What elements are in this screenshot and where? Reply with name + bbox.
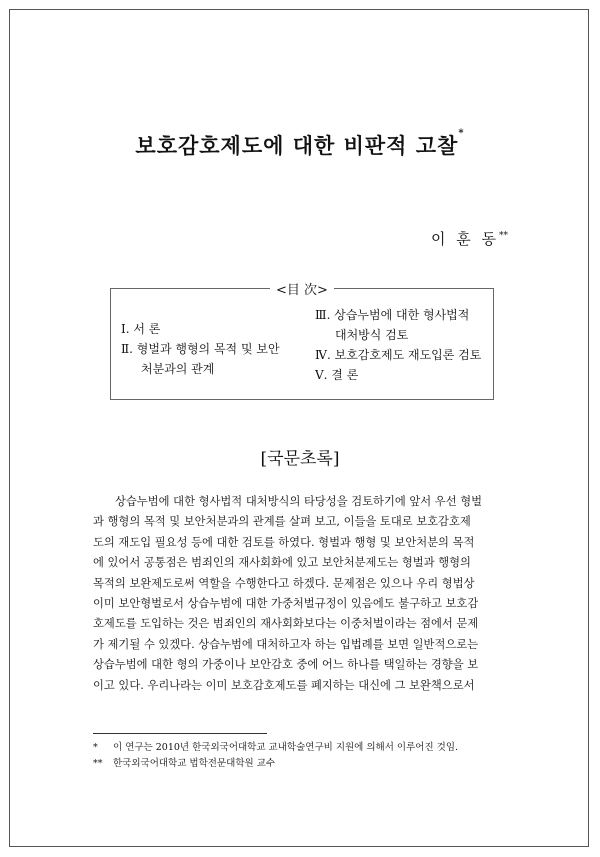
toc-item-3-cont: 대처방식 검토 bbox=[335, 328, 409, 342]
footnote-mark: ** bbox=[93, 758, 103, 769]
footnote-text: 이 연구는 2010년 한국외국어대학교 교내학술연구비 지원에 의해서 이루어진 것임. bbox=[113, 742, 459, 753]
title-footnote-mark: * bbox=[458, 128, 465, 139]
abstract-line: 호제도를 도입하는 것은 범죄인의 재사회화보다는 이중처벌이라는 점에서 문제 bbox=[93, 617, 479, 631]
footnote-2 bbox=[93, 756, 458, 772]
abstract-line: 도의 재도입 필요성 등에 대한 검토를 하였다. 형벌과 행형 및 보안처분의 목적 bbox=[93, 535, 475, 549]
abstract-line: 상습누범에 대한 형의 가중이나 보안감호 중에 어느 하나를 택일하는 경향을 보 bbox=[93, 658, 479, 672]
footnote-text: 한국외국어대학교 법학전문대학원 교수 bbox=[113, 758, 276, 769]
footnotes bbox=[93, 740, 458, 772]
toc-right-column bbox=[315, 305, 481, 385]
abstract-heading: [국문초록] bbox=[260, 449, 340, 469]
toc-left-column bbox=[121, 319, 280, 379]
table-of-contents bbox=[110, 283, 494, 400]
footnote-mark: * bbox=[93, 742, 98, 753]
toc-item-3: Ⅲ. 상습누범에 대한 형사법적 bbox=[315, 308, 470, 322]
abstract-line: 이고 있다. 우리나라는 이미 보호감호제도를 폐지하는 대신에 그 보완책으로서 bbox=[93, 678, 475, 692]
title-text: 보호감호제도에 대한 비판적 고찰 bbox=[135, 133, 459, 158]
abstract-body bbox=[93, 492, 507, 696]
author-name bbox=[431, 228, 508, 249]
page-title bbox=[0, 130, 600, 160]
toc-item-2: Ⅱ. 형벌과 행형의 목적 및 보안 bbox=[121, 342, 280, 356]
author-text: 이 훈 동 bbox=[430, 230, 499, 248]
abstract-line: 과 행형의 목적 및 보안처분과의 관계를 살펴 보고, 이들을 토대로 보호감호제 bbox=[93, 515, 471, 529]
author-footnote-mark: ** bbox=[499, 231, 508, 241]
abstract-line: 에 있어서 공통점은 범죄인의 재사회화에 있고 보안처분제도는 형벌과 행형의 bbox=[93, 556, 471, 570]
abstract-line: 이미 보안형벌로서 상습누범에 대한 가중처벌규정이 있음에도 불구하고 보호감 bbox=[93, 597, 479, 611]
footnote-1 bbox=[93, 740, 458, 756]
toc-item-1: Ⅰ. 서 론 bbox=[121, 322, 161, 336]
footnote-divider bbox=[93, 733, 267, 734]
toc-item-2-cont: 처분과의 관계 bbox=[141, 362, 215, 376]
toc-item-5: Ⅴ. 결 론 bbox=[315, 368, 359, 382]
toc-heading: <目 次> bbox=[111, 279, 493, 298]
abstract-line: 목적의 보완제도로써 역할을 수행한다고 하겠다. 문제점은 있으나 우리 형법상 bbox=[93, 576, 475, 590]
abstract-line: 상습누범에 대한 형사법적 대처방식의 타당성을 검토하기에 앞서 우선 형벌 bbox=[115, 495, 483, 508]
abstract-line: 가 제기될 수 있겠다. 상습누범에 대처하고자 하는 입법례를 보면 일반적으로는 bbox=[93, 637, 479, 651]
toc-item-4: Ⅳ. 보호감호제도 재도입론 검토 bbox=[315, 348, 482, 362]
